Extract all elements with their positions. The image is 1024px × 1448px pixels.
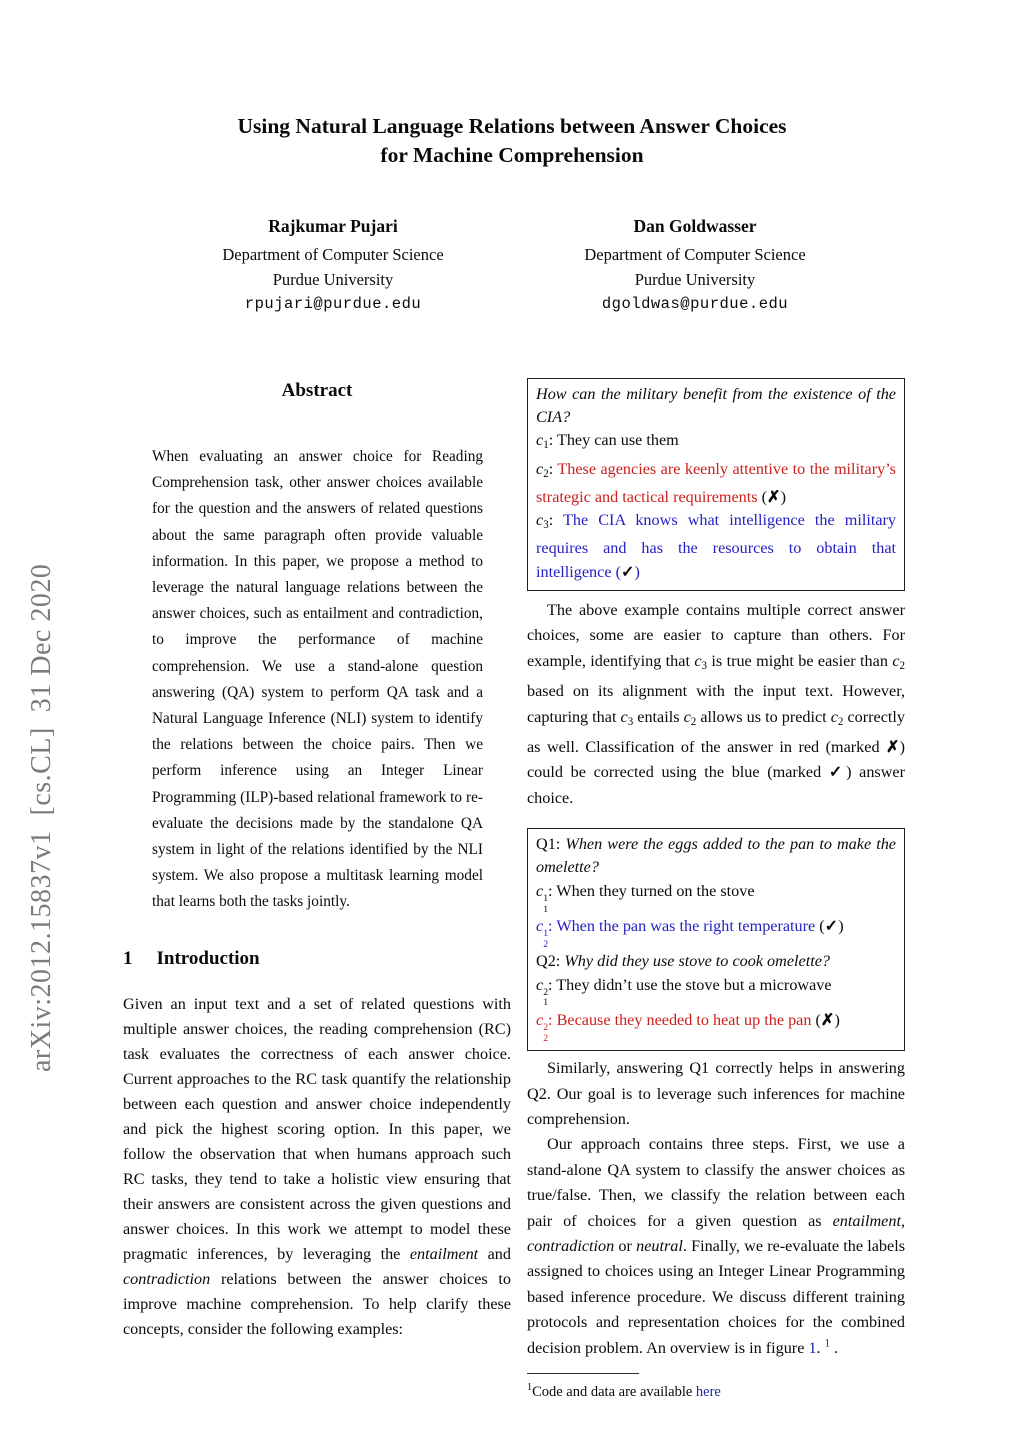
text-segment: 2 xyxy=(690,715,697,728)
author-2-name: Dan Goldwasser xyxy=(633,216,757,236)
paper-title-line1: Using Natural Language Relations between Answer Choices xyxy=(237,114,787,138)
footnote xyxy=(527,1373,905,1402)
text-segment: 3 xyxy=(627,715,634,728)
footnote-body: Code and data are available xyxy=(532,1383,696,1400)
abstract-text: When evaluating an answer choice for Reading Comprehension task, other answer choices available for the question and the answers of related questions about the same paragraph often provide valuable information. In this paper, we propose a method to leverage the natural language relations between the answer choices, such as entailment and contradiction, to improve the performance of machine comprehension. We use a stand-alone question answering (QA) system to perform QA task and a Natural Language Inference (NLI) system to identify the relations between the choice pairs. Then we perform inference using an Integer Linear Programming (ILP)-based relational framework to re-evaluate the decisions made by the standalone QA system in light of the relations identified by the NLI system. We also propose a multitask learning model that learns both the tasks jointly. xyxy=(152,448,483,911)
section-title: Introduction xyxy=(156,947,260,969)
text-segment: c 2 1 xyxy=(536,975,549,1009)
text-segment: : xyxy=(548,459,558,478)
text-segment: ( xyxy=(611,562,621,581)
text-segment: ✓ xyxy=(620,562,635,581)
text-segment: entails xyxy=(633,707,684,726)
text-segment: Because they needed to heat up the pan xyxy=(556,1010,812,1029)
text-segment: c 1 2 xyxy=(536,916,549,950)
text-segment: , xyxy=(900,1211,905,1230)
text-segment: neutral xyxy=(636,1236,683,1255)
figure-1-link[interactable]: 1 xyxy=(808,1338,817,1357)
paragraph-above-example xyxy=(527,598,905,811)
text-segment: ✗ xyxy=(820,1010,835,1029)
text-segment: contradiction xyxy=(123,1269,211,1288)
text-segment: entailment xyxy=(409,1244,479,1263)
text-segment: ) xyxy=(838,916,844,935)
author-2 xyxy=(514,214,876,317)
text-segment: c 1 1 xyxy=(536,881,549,915)
text-segment: based on its alignment with the input text. However, capturing that xyxy=(527,682,905,726)
text-segment: ) xyxy=(780,487,786,506)
example-box-omelette xyxy=(527,828,905,1051)
text-segment: ( xyxy=(757,487,768,506)
right-column xyxy=(527,372,905,1402)
text-segment: contradiction xyxy=(527,1236,615,1255)
text-segment: 2 xyxy=(899,659,905,672)
text-segment: Q2: xyxy=(536,952,565,971)
text-segment: : They can use them xyxy=(548,431,679,450)
text-segment: 2 xyxy=(543,467,549,480)
text-segment: ( xyxy=(815,916,825,935)
text-segment: ) answer choice. xyxy=(527,763,905,807)
left-column xyxy=(123,380,511,1342)
example-box-cia xyxy=(527,378,905,591)
text-segment: entailment xyxy=(832,1211,901,1230)
text-segment: c 2 2 xyxy=(536,1010,549,1044)
arxiv-identifier-strip: arXiv:2012.15837v1 [cs.CL] 31 Dec 2020 xyxy=(26,563,57,1072)
text-segment: allows us to predict xyxy=(696,707,831,726)
text-segment: is true might be easier than xyxy=(707,651,893,670)
author-1 xyxy=(152,214,514,317)
text-segment: c xyxy=(536,459,544,478)
text-segment: : xyxy=(548,916,557,935)
text-segment: : When they turned on the stove xyxy=(548,881,755,900)
author-1-dept: Department of Computer Science xyxy=(222,245,444,264)
text-segment: The CIA knows what intelligence the military requires and has the resources to obtain that intelligence xyxy=(536,511,896,581)
text-segment: c xyxy=(892,651,900,670)
text-segment: : They didn’t use the stove but a microwave xyxy=(548,975,832,994)
text-segment: ( xyxy=(811,1010,821,1029)
text-segment: relations between the answer choices to improve machine comprehension. To help clarify these concepts, consider the following examples: xyxy=(123,1269,511,1338)
text-segment: 3 xyxy=(543,519,549,532)
author-1-name: Rajkumar Pujari xyxy=(268,216,398,236)
text-segment: and xyxy=(478,1244,511,1263)
paragraph-approach xyxy=(527,1132,905,1361)
text-segment: c xyxy=(620,707,628,726)
paper-title-line2: for Machine Comprehension xyxy=(380,143,644,167)
author-1-email: rpujari@purdue.edu xyxy=(244,295,422,313)
author-2-email: dgoldwas@purdue.edu xyxy=(601,295,789,313)
text-segment: . xyxy=(830,1338,839,1357)
text-segment: c xyxy=(694,651,702,670)
text-segment: ) xyxy=(634,562,640,581)
text-segment: correctly as well. Classification of the answer in red (marked xyxy=(527,707,905,757)
text-segment: 3 xyxy=(701,659,708,672)
text-segment: c xyxy=(830,707,838,726)
text-segment: ) could be corrected using the blue (marked xyxy=(527,738,905,782)
abstract-heading: Abstract xyxy=(281,380,353,401)
footnote-text xyxy=(527,1378,905,1402)
text-segment: c xyxy=(536,511,544,530)
text-segment: ✗ xyxy=(886,738,900,757)
text-segment: Our approach contains three steps. First, we use a stand-alone QA system to classify the answer choices as true/false. Then, we classify the relation between each pair of choices for a given question as xyxy=(527,1135,905,1230)
text-segment: Given an input text and a set of related questions with multiple answer choices, the reading comprehension (RC) task evaluates the correctness of each answer choice. Current approaches to the RC task quantify the relationship between each question and answer choice independently and pick the highest scoring option. In this paper, we follow the observation that when humans approach such RC tasks, they tend to take a holistic view ensuring that their answers are consistent across the given questions and answer choices. In this work we attempt to model these pragmatic inferences, by leveraging the xyxy=(123,994,511,1263)
paper-title xyxy=(0,112,1024,170)
text-segment: 2 xyxy=(837,715,844,728)
text-segment: Why did they use stove to cook omelette? xyxy=(564,952,830,971)
text-segment: : xyxy=(548,511,563,530)
footnote-ref[interactable]: 1 xyxy=(824,1337,831,1350)
section-number: 1 xyxy=(123,947,133,969)
section-heading-introduction xyxy=(123,948,511,970)
text-segment: . xyxy=(816,1338,825,1357)
footnote-marker: 1 xyxy=(527,1382,533,1393)
text-segment: c xyxy=(683,707,691,726)
text-segment: The above example contains multiple correct answer choices, some are easier to capture than others. For example, identifying that xyxy=(527,600,905,670)
text-segment: When were the eggs added to the pan to make the omelette? xyxy=(536,835,896,877)
author-2-univ: Purdue University xyxy=(634,270,756,289)
footnote-rule xyxy=(527,1373,639,1374)
text-segment: Q1: xyxy=(536,835,566,854)
text-segment: ✗ xyxy=(767,487,781,506)
author-2-dept: Department of Computer Science xyxy=(584,245,806,264)
text-segment: : xyxy=(548,1010,557,1029)
author-1-univ: Purdue University xyxy=(272,270,394,289)
text-segment: ✓ xyxy=(828,763,847,782)
text-segment: These agencies are keenly attentive to the military’s strategic and tactical requirements xyxy=(536,459,896,506)
code-data-link[interactable]: here xyxy=(695,1383,721,1400)
text-segment: ) xyxy=(834,1010,840,1029)
text-segment: When the pan was the right temperature xyxy=(556,916,816,935)
paragraph-similarly: Similarly, answering Q1 correctly helps in answering Q2. Our goal is to leverage such inferences for machine comprehension. xyxy=(527,1059,905,1128)
text-segment: 1 xyxy=(543,439,549,452)
text-segment: How can the military benefit from the existence of the CIA? xyxy=(536,385,896,427)
text-segment: ✓ xyxy=(824,916,839,935)
text-segment: c xyxy=(536,431,544,450)
text-segment: . Finally, we re-evaluate the labels assigned to choices using an Integer Linear Programming based inference procedure. We discuss different training protocols and representation choices for the combined decision problem. An overview is in figure xyxy=(527,1236,905,1357)
introduction-paragraph xyxy=(123,992,511,1342)
author-block xyxy=(152,214,876,317)
text-segment: or xyxy=(614,1236,637,1255)
